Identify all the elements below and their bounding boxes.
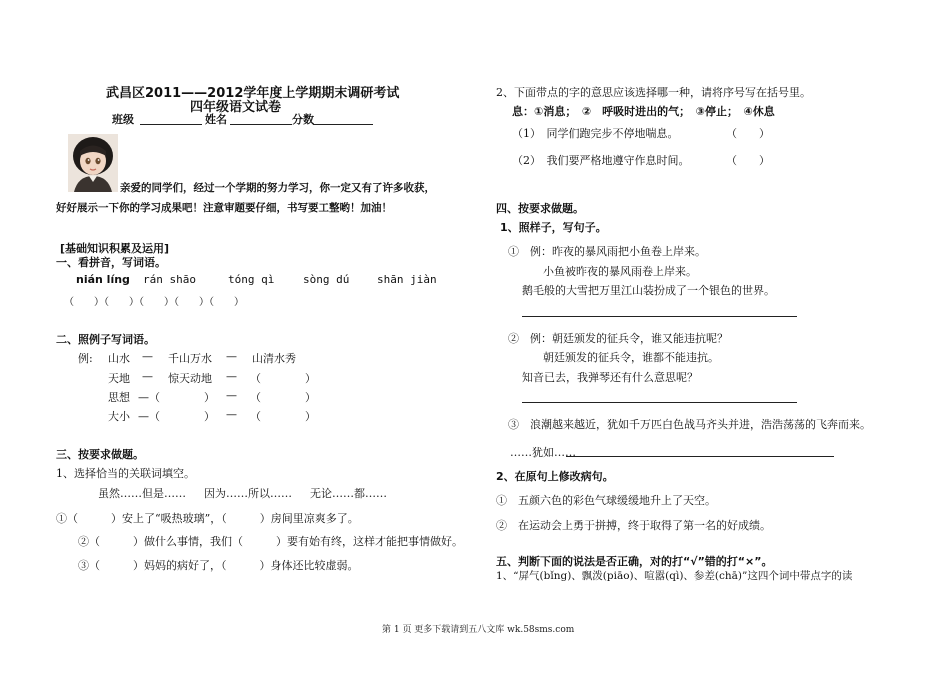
ex-row1-dash2: — [226, 350, 237, 363]
ex-row3-blank2[interactable]: （ ） [250, 391, 316, 404]
bad-sentence-1[interactable]: ① 五颜六色的彩色气球缓缓地升上了天空。 [496, 494, 716, 507]
ex-row4-blank2[interactable]: （ ） [250, 410, 316, 423]
section-3-heading: 三、按要求做题。 [56, 448, 144, 461]
section-4-q2: 2、在原句上修改病句。 [496, 470, 614, 483]
basic-knowledge-heading: [基础知识积累及运用] [60, 242, 170, 255]
s2-task: 知音已去，我弹琴还有什么意思呢？ [522, 371, 698, 384]
ex-row2-word: 天地 [108, 372, 130, 385]
q2-intro: 2、下面带点的字的意思应该选择哪一种，请将序号写在括号里。 [496, 86, 811, 99]
s3-pattern: ……犹如…… [510, 446, 576, 459]
ex-row4-word: 大小 [108, 410, 130, 423]
section-2-heading: 二、照例子写词语。 [56, 333, 155, 346]
ex-row4-dash: — [226, 408, 237, 421]
ex-row1-word3: 山清水秀 [252, 352, 296, 365]
s1-task: 鹅毛般的大雪把万里江山装扮成了一个银色的世界。 [522, 284, 775, 297]
ex-row4-blank1[interactable]: —（ ） [138, 410, 215, 423]
doll-avatar-image [68, 134, 118, 192]
ex-row2-dash1: — [142, 370, 153, 383]
pinyin-1: nián líng [76, 273, 130, 286]
s1-example-transformed: 小鱼被昨夜的暴风雨卷上岸来。 [543, 265, 697, 278]
s3-answer-line[interactable] [566, 456, 834, 457]
xi-item-2: （2） 我们要严格地遵守作息时间。 [512, 154, 690, 167]
intro-line-2: 好好展示一下你的学习成果吧！注意审题要仔细，书写要工整哟！加油！ [56, 202, 392, 214]
exam-title: 武昌区2011——2012学年度上学期期末调研考试 [106, 86, 400, 101]
conjunction-3: 无论……都…… [310, 487, 387, 500]
ex-row2-dash2: — [226, 370, 237, 383]
section-5-heading: 五、判断下面的说法是否正确，对的打“√”错的打“×”。 [496, 555, 773, 568]
ex-row3-word: 思想 [108, 391, 130, 404]
s1-answer-line[interactable] [522, 316, 797, 317]
class-label: 班级 [112, 113, 134, 126]
s3-task: ③ 浪潮越来越近，犹如千万匹白色战马齐头并进，浩浩荡荡的飞奔而来。 [508, 418, 871, 431]
ex-row1-dash1: — [142, 350, 153, 363]
section-4-heading: 四、按要求做题。 [496, 202, 584, 215]
ex-row1-word: 山水 [108, 352, 130, 365]
intro-line-1: 亲爱的同学们，经过一个学期的努力学习，你一定又有了许多收获， [120, 182, 435, 194]
fill-sentence-1[interactable]: ①（ ）安上了“吸热玻璃”，（ ）房间里凉爽多了。 [56, 512, 359, 525]
fill-sentence-2[interactable]: ②（ ）做什么事情，我们（ ）要有始有终，这样才能把事情做好。 [78, 535, 463, 548]
s2-example-transformed: 朝廷颁发的征兵令，谁都不能违抗。 [543, 351, 719, 364]
fill-sentence-3[interactable]: ③（ ）妈妈的病好了，（ ）身体还比较虚弱。 [78, 559, 359, 572]
page-footer: 第 1 页 更多下载请到五八文库 wk.58sms.com [382, 625, 575, 635]
ex-row2-blank[interactable]: （ ） [250, 372, 316, 385]
class-blank[interactable] [140, 124, 202, 125]
score-label: 分数 [292, 113, 314, 126]
section-4-q1: 1、照样子，写句子。 [500, 221, 607, 234]
s1-example: ① 例：昨夜的暴风雨把小鱼卷上岸来。 [508, 245, 706, 258]
xi-item-1-answer[interactable]: （ ） [726, 127, 770, 140]
name-label: 姓名 [205, 113, 227, 126]
s2-answer-line[interactable] [522, 402, 797, 403]
pinyin-answer-brackets[interactable]: （ ）（ ）（ ）（ ）（ ） [64, 297, 244, 308]
pinyin-5: shān jiàn [377, 273, 437, 286]
section-1-heading: 一、看拼音，写词语。 [56, 256, 166, 269]
conjunction-2: 因为……所以…… [204, 487, 292, 500]
ex-row3-blank1[interactable]: —（ ） [138, 391, 215, 404]
exam-subtitle: 四年级语文试卷 [190, 100, 282, 115]
ex-row2-word2: 惊天动地 [168, 372, 212, 385]
score-blank[interactable] [313, 124, 373, 125]
xi-item-1: （1） 同学们跑完步不停地喘息。 [512, 127, 679, 140]
pinyin-4: sòng dú [303, 273, 350, 286]
pinyin-2: rán shāo [143, 273, 196, 286]
ex-row1-word2: 千山万水 [168, 352, 212, 365]
ex-row3-dash: — [226, 389, 237, 402]
s2-example: ② 例：朝廷颁发的征兵令，谁又能违抗呢？ [508, 332, 728, 345]
name-blank[interactable] [230, 124, 292, 125]
section-5-q1: 1、“屏气(bǐng)、飘泼(piāo)、喧嚣(qì)、参差(chā)”这四个词中带点字的读 [496, 570, 853, 582]
example-label: 例: [78, 352, 93, 365]
xi-item-2-answer[interactable]: （ ） [726, 154, 770, 167]
pinyin-3: tóng qì [228, 273, 275, 286]
xi-meanings: 息：①消息； ② 呼吸时进出的气； ③停止； ④休息 [512, 105, 775, 118]
section-3-q1: 1、选择恰当的关联词填空。 [56, 467, 195, 480]
conjunction-1: 虽然……但是…… [98, 487, 186, 500]
bad-sentence-2[interactable]: ② 在运动会上勇于拼搏，终于取得了第一名的好成绩。 [496, 519, 771, 532]
